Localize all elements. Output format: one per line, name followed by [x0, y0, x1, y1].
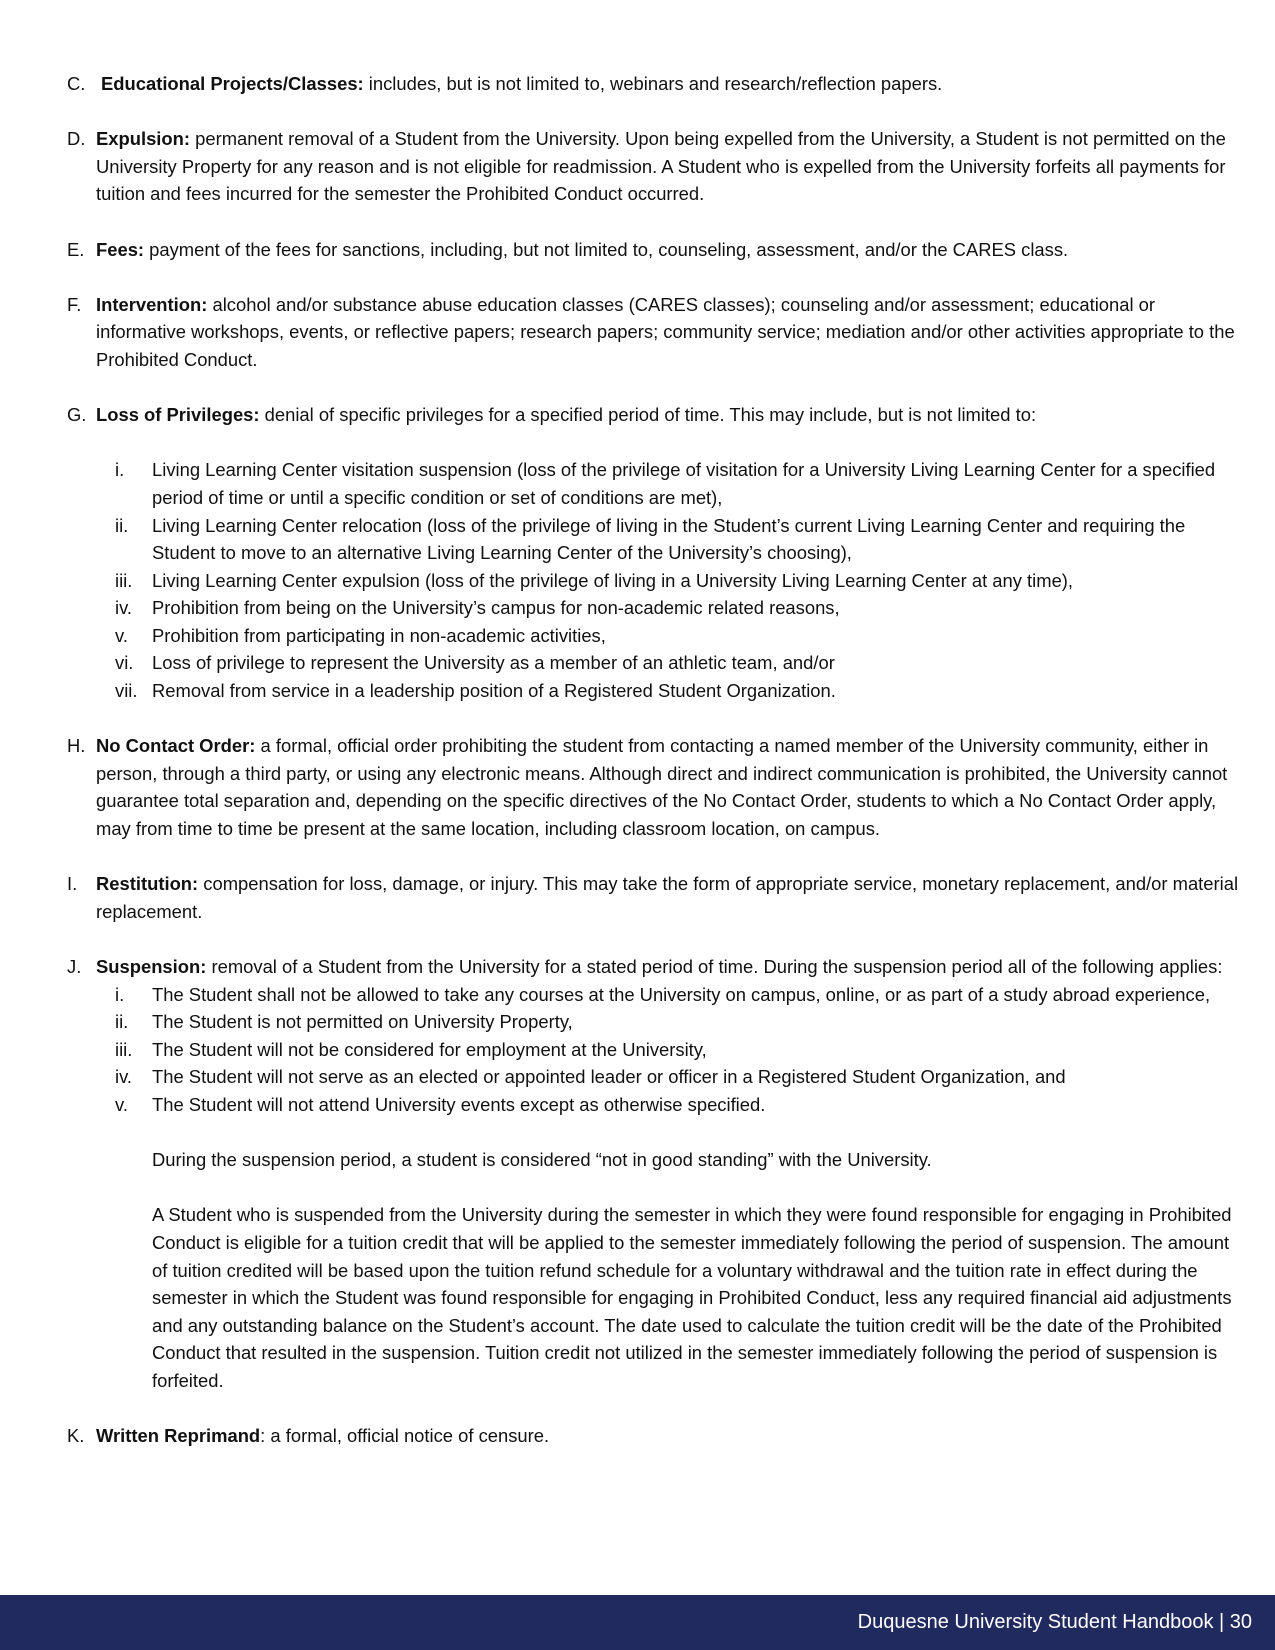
item-term: Fees:: [96, 238, 145, 260]
footer-page-label: Duquesne University Student Handbook | 30: [857, 1611, 1252, 1633]
sanction-item: [67, 732, 1247, 842]
item-text: a formal, official order prohibiting the student from contacting a named member of the University community, either in person, through a third party, or using any electronic means. Although direct and indirect communication is prohibited, the University cannot guarantee total separation and, depending on the specific directives of the No Contact Order, students to which a No Contact Order apply, may from time to time be present at the same location, including classroom location, on campus.: [96, 735, 1228, 840]
item-term: Educational Projects/Classes:: [101, 73, 364, 94]
sanction-item: [67, 953, 1247, 981]
item-body: [96, 401, 1247, 429]
item-text: : a formal, official notice of censure.: [260, 1425, 550, 1447]
item-body: [96, 236, 1247, 264]
handbook-content: [67, 70, 1247, 1477]
sanction-item: [67, 70, 1247, 98]
list-number: v.: [115, 1093, 128, 1115]
list-text: The Student will not be considered for employment at the University,: [152, 1038, 707, 1060]
list-text: Prohibition from participating in non-academic activities,: [152, 624, 606, 646]
sanction-item: [67, 1422, 1247, 1450]
item-body: [96, 870, 1247, 925]
list-text: The Student is not permitted on University Property,: [152, 1011, 573, 1033]
list-text: Prohibition from being on the University’s campus for non-academic related reasons,: [152, 597, 840, 619]
item-text: permanent removal of a Student from the University. Upon being expelled from the University, a Student is not permitted on the University Property for any reason and is not eligible for readmission. A Student who is expelled from the University forfeits all payments for tuition and fees incurred for the semester the Prohibited Conduct occurred.: [96, 128, 1226, 205]
item-letter: G.: [67, 404, 87, 426]
item-body: [96, 953, 1247, 981]
item-body: [96, 125, 1247, 208]
item-term: Intervention:: [96, 293, 208, 315]
tuition-credit-note: A Student who is suspended from the University during the semester in which they were found responsible for engaging in Prohibited Conduct is eligible for a tuition credit that will be applied to the semester immediately following the period of suspension. The amount of tuition credited will be based upon the tuition refund schedule for a voluntary withdrawal and the tuition rate in effect during the semester in which the Student was found responsible for engaging in Prohibited Conduct, less any required financial aid adjustments and any outstanding balance on the Student’s account. The date used to calculate the tuition credit will be the date of the Prohibited Conduct that resulted in the suspension. Tuition credit not utilized in the semester immediately following the period of suspension is forfeited.: [152, 1204, 1232, 1391]
suspension-note: During the suspension period, a student is considered “not in good standing” with the University.: [152, 1149, 932, 1171]
item-term: Expulsion:: [96, 128, 191, 150]
item-term: Restitution:: [96, 873, 199, 895]
list-item: [67, 1008, 1247, 1036]
item-text: compensation for loss, damage, or injury. This may take the form of appropriate service, monetary replacement, and/or material replacement.: [96, 873, 1239, 922]
list-text: The Student will not serve as an elected or appointed leader or officer in a Registered Student Organization, and: [152, 1066, 1066, 1088]
list-item: [67, 649, 1247, 677]
list-number: iv.: [115, 597, 133, 619]
item-body: [96, 291, 1247, 374]
list-text: Living Learning Center relocation (loss of the privilege of living in the Student’s current Living Learning Center and requiring the Student to move to an alternative Living Learning Center of the University’s choosing),: [152, 514, 1186, 564]
list-item: [67, 1063, 1247, 1091]
item-letter: I.: [67, 873, 78, 895]
suspension-conditions-list: [67, 981, 1247, 1119]
list-number: i.: [115, 459, 125, 481]
list-text: The Student shall not be allowed to take any courses at the University on campus, online, or as part of a study abroad experience,: [152, 983, 1211, 1005]
list-number: iv.: [115, 1066, 133, 1088]
list-number: vi.: [115, 652, 134, 674]
list-number: vii.: [115, 680, 138, 702]
item-text: alcohol and/or substance abuse education classes (CARES classes); counseling and/or assessment; educational or informative workshops, events, or reflective papers; research papers; community service; mediation and/or other activities appropriate to the Prohibited Conduct.: [96, 293, 1235, 370]
sanction-item: [67, 125, 1247, 208]
list-number: iii.: [115, 1038, 133, 1060]
list-number: v.: [115, 624, 128, 646]
list-number: ii.: [115, 514, 129, 536]
sanction-item: [67, 401, 1247, 429]
list-item: [67, 512, 1247, 567]
item-body: [96, 1422, 1247, 1450]
item-term: Loss of Privileges:: [96, 404, 260, 426]
item-letter: K.: [67, 1425, 85, 1447]
sanction-item: [67, 291, 1247, 374]
item-letter: E.: [67, 238, 85, 260]
list-item: [67, 456, 1247, 511]
item-body: [101, 70, 1247, 98]
item-letter: D.: [67, 128, 86, 150]
list-item: [67, 677, 1247, 705]
item-text: denial of specific privileges for a specified period of time. This may include, but is not limited to:: [259, 404, 1037, 426]
list-item: [67, 1091, 1247, 1119]
list-item: [67, 594, 1247, 622]
sanction-item: [67, 870, 1247, 925]
item-term: Written Reprimand: [96, 1425, 261, 1447]
list-number: iii.: [115, 569, 133, 591]
list-item: [67, 981, 1247, 1009]
list-text: The Student will not attend University events except as otherwise specified.: [152, 1093, 766, 1115]
item-letter: J.: [67, 956, 82, 977]
privileges-list: [67, 429, 1247, 705]
item-letter: H.: [67, 735, 86, 757]
list-text: Removal from service in a leadership position of a Registered Student Organization.: [152, 680, 836, 702]
list-text: Living Learning Center expulsion (loss of the privilege of living in a University Living Learning Center at any time),: [152, 569, 1074, 591]
list-item: [67, 1036, 1247, 1064]
item-body: [96, 732, 1247, 842]
page-footer: [0, 1595, 1275, 1650]
item-text: includes, but is not limited to, webinars and research/reflection papers.: [363, 73, 943, 94]
list-item: [67, 622, 1247, 650]
list-text: Loss of privilege to represent the University as a member of an athletic team, and/or: [152, 652, 835, 674]
item-term: Suspension:: [96, 956, 207, 977]
list-number: ii.: [115, 1011, 129, 1033]
list-number: i.: [115, 983, 125, 1005]
list-item: [67, 567, 1247, 595]
item-text: payment of the fees for sanctions, including, but not limited to, counseling, assessment, and/or the CARES class.: [144, 238, 1069, 260]
item-letter: F.: [67, 293, 82, 315]
item-text: removal of a Student from the University for a stated period of time. During the suspension period all of the following applies:: [206, 956, 1223, 977]
item-letter: C.: [67, 73, 86, 94]
sanction-item: [67, 236, 1247, 264]
item-term: No Contact Order:: [96, 735, 256, 757]
list-text: Living Learning Center visitation suspension (loss of the privilege of visitation for a University Living Learning Center for a specified period of time or until a specific condition or set of conditions are met),: [152, 459, 1216, 508]
